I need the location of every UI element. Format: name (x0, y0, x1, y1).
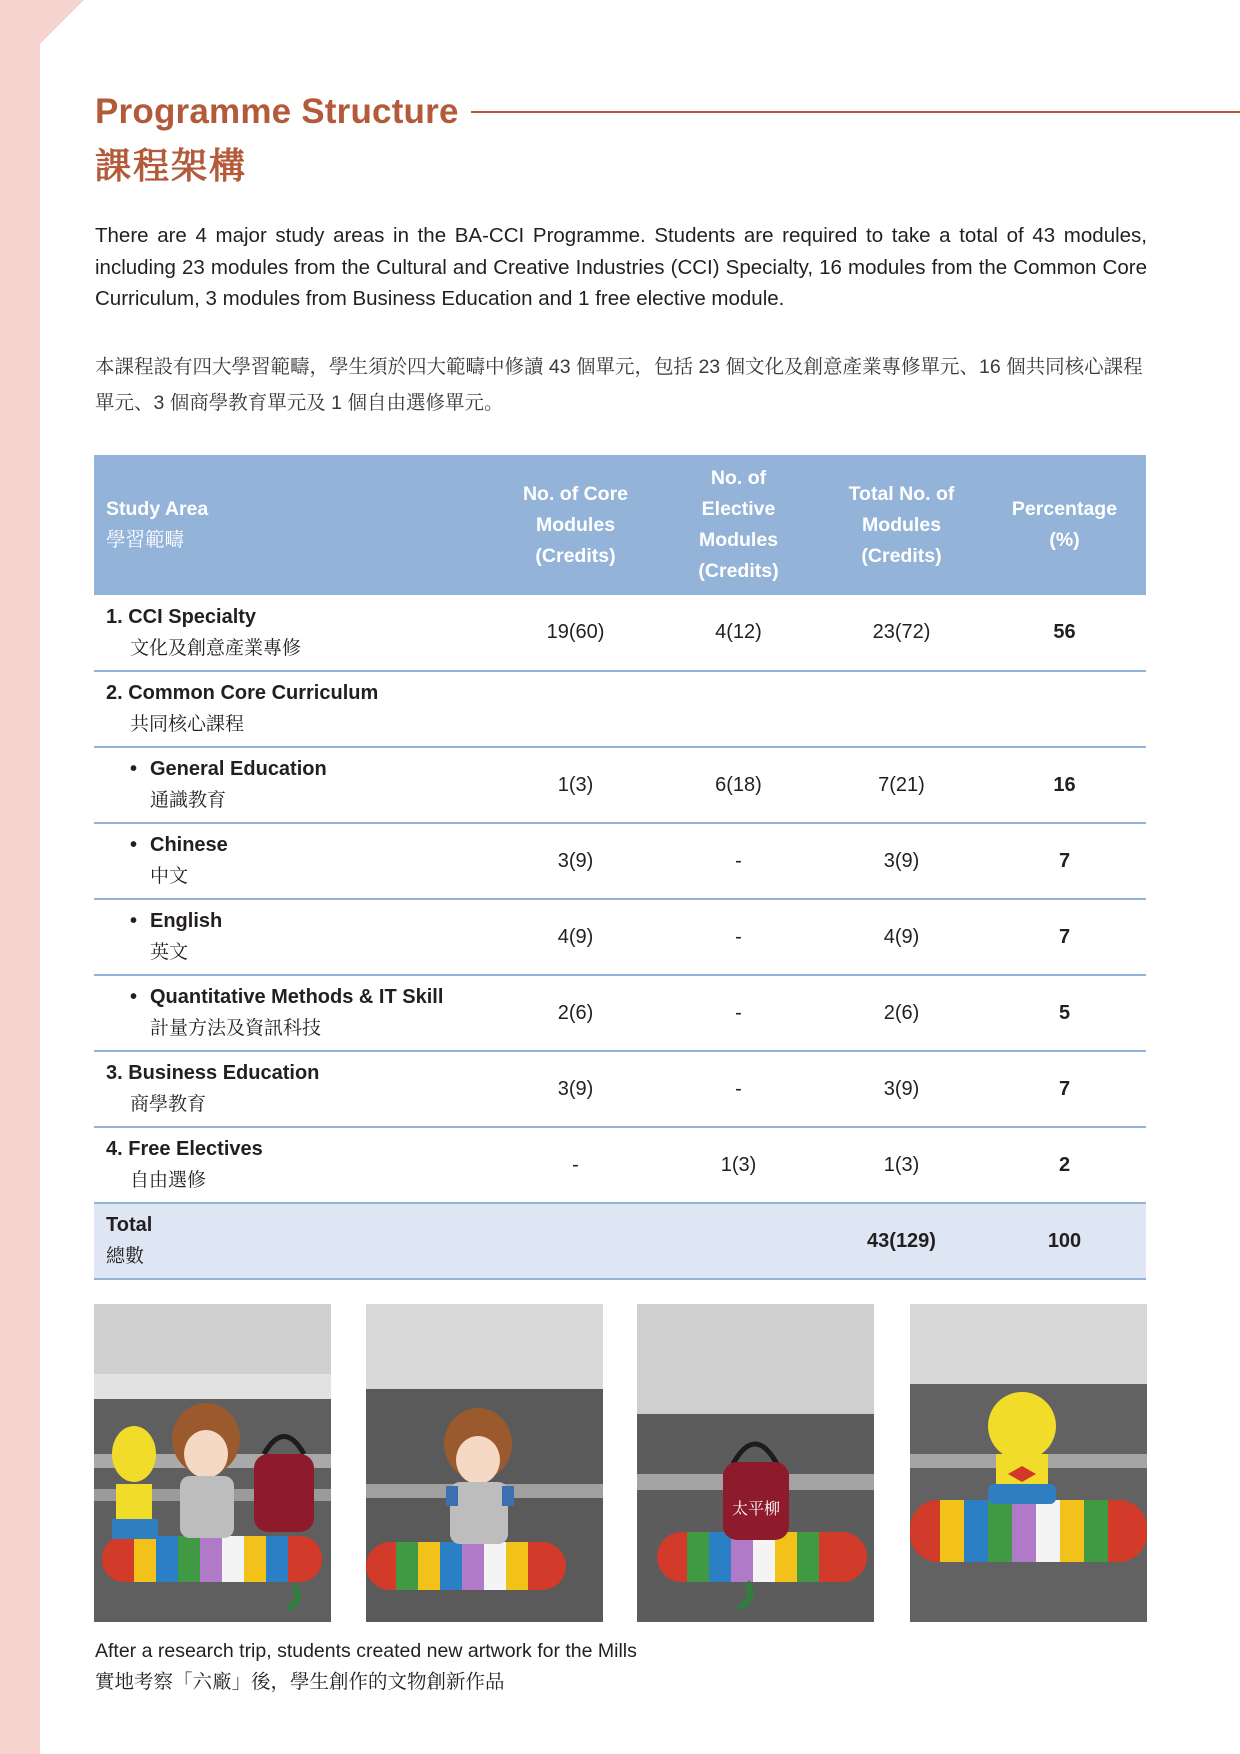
core-modules-cell: 4(9) (494, 899, 657, 975)
header-percentage-line: Percentage (1011, 498, 1118, 520)
decorative-side-band (0, 0, 40, 1754)
elective-modules-cell (657, 1203, 820, 1279)
bullet-icon: • (130, 986, 138, 1008)
photo-caption-english: After a research trip, students created new artwork for the Mills (95, 1640, 637, 1662)
study-area-name-zh: 文化及創意產業專修 (130, 637, 302, 659)
core-modules-cell: 1(3) (494, 747, 657, 823)
study-area-name-en: 2. Common Core Curriculum (106, 682, 379, 704)
header-percentage (983, 455, 1146, 595)
elective-modules-cell: 4(12) (657, 595, 820, 671)
study-area-name-zh: 英文 (150, 942, 189, 963)
study-area-cell (94, 671, 494, 747)
header-core-line: No. of Core (522, 482, 629, 505)
percentage-cell: 7 (983, 1051, 1146, 1127)
header-total-line: Modules (861, 513, 942, 536)
study-area-name-zh: 中文 (150, 866, 189, 887)
percentage-cell: 7 (983, 899, 1146, 975)
percentage-cell: 7 (983, 823, 1146, 899)
total-label-cell (94, 1203, 494, 1279)
section-heading (95, 92, 1240, 189)
study-area-name-zh: 自由選修 (130, 1170, 207, 1191)
table-row (94, 1051, 1146, 1127)
total-modules-cell: 1(3) (820, 1127, 983, 1203)
header-study-area (94, 455, 494, 595)
core-modules-cell (494, 671, 657, 747)
table-row (94, 595, 1146, 671)
percentage-cell (983, 671, 1146, 747)
study-area-name-en: 3. Business Education (106, 1062, 320, 1084)
page-title: Programme Structure (95, 92, 459, 131)
study-area-label: Chinese (150, 834, 228, 856)
table-total-row (94, 1203, 1146, 1279)
core-modules-cell: 2(6) (494, 975, 657, 1051)
total-modules-cell: 3(9) (820, 1051, 983, 1127)
header-total-modules (820, 455, 983, 595)
table-row (94, 671, 1146, 747)
artwork-photo-strip (94, 1304, 1147, 1622)
elective-modules-cell: 6(18) (657, 747, 820, 823)
total-modules-cell (820, 671, 983, 747)
study-area-cell (94, 595, 494, 671)
study-area-name-en (106, 982, 494, 1013)
artwork-photo (94, 1304, 331, 1622)
study-area-name-en (106, 906, 494, 937)
elective-modules-cell: - (657, 823, 820, 899)
programme-structure-table (94, 455, 1146, 1280)
artwork-photo (366, 1304, 603, 1622)
study-area-cell (94, 823, 494, 899)
page-title-chinese: 課程架構 (95, 145, 248, 186)
core-modules-cell: 19(60) (494, 595, 657, 671)
artwork-photo (637, 1304, 874, 1622)
study-area-cell (94, 747, 494, 823)
intro-paragraph-chinese: 本課程設有四大學習範疇，學生須於四大範疇中修讀 43 個單元，包括 23 個文化及創意產業專修單元、16 個共同核心課程單元、3 個商學教育單元及 1 個自由選修單元。 (95, 356, 1143, 414)
percentage-cell: 16 (983, 747, 1146, 823)
header-elective-line: (Credits) (698, 560, 779, 582)
table-row (94, 747, 1146, 823)
header-study-area-zh: 學習範疇 (106, 529, 185, 551)
title-rule (471, 111, 1240, 113)
study-area-cell (94, 1051, 494, 1127)
table-row (94, 975, 1146, 1051)
header-elective-line: Modules (698, 529, 779, 551)
total-modules-cell: 7(21) (820, 747, 983, 823)
header-percentage-line: (%) (1049, 529, 1080, 551)
bucket-label-text: 太平柳 (731, 1499, 781, 1518)
elective-modules-cell: - (657, 899, 820, 975)
total-label-zh: 總數 (106, 1246, 145, 1267)
intro-paragraph-english: There are 4 major study areas in the BA-CCI Programme. Students are required to take a total of 43 modules, including 23 modules from the Cultural and Creative Industries (CCI) Specialty, 16 modules from the Common Core Curriculum, 3 modules from Business Education and 1 free elective module. (95, 224, 1147, 310)
percentage-cell: 56 (983, 595, 1146, 671)
photo-caption (95, 1636, 637, 1698)
total-modules-cell: 43(129) (820, 1203, 983, 1279)
photo-caption-chinese: 實地考察「六廠」後，學生創作的文物創新作品 (95, 1671, 505, 1693)
percentage-cell: 5 (983, 975, 1146, 1051)
total-modules-cell: 4(9) (820, 899, 983, 975)
percentage-cell: 2 (983, 1127, 1146, 1203)
study-area-label: Quantitative Methods & IT Skill (150, 986, 444, 1008)
table-row (94, 823, 1146, 899)
bullet-icon: • (130, 758, 138, 780)
core-modules-cell: - (494, 1127, 657, 1203)
study-area-cell (94, 899, 494, 975)
total-modules-cell: 23(72) (820, 595, 983, 671)
table-row (94, 1127, 1146, 1203)
study-area-cell (94, 975, 494, 1051)
study-area-name-en: 4. Free Electives (106, 1138, 263, 1160)
study-area-label: English (150, 910, 223, 932)
elective-modules-cell: - (657, 975, 820, 1051)
decorative-corner (40, 0, 84, 44)
study-area-name-en: 1. CCI Specialty (106, 605, 257, 628)
study-area-name-zh: 計量方法及資訊科技 (150, 1018, 322, 1039)
header-elective-modules (657, 455, 820, 595)
table-header-row (94, 455, 1146, 595)
study-area-label: General Education (150, 758, 327, 780)
core-modules-cell: 3(9) (494, 823, 657, 899)
core-modules-cell (494, 1203, 657, 1279)
bullet-icon: • (130, 910, 138, 932)
total-modules-cell: 3(9) (820, 823, 983, 899)
header-core-line: (Credits) (535, 544, 616, 567)
study-area-name-zh: 共同核心課程 (130, 714, 245, 735)
total-percentage-cell: 100 (983, 1203, 1146, 1279)
bullet-icon: • (130, 834, 138, 856)
artwork-photo (910, 1304, 1147, 1622)
header-total-line: (Credits) (861, 544, 942, 567)
study-area-cell (94, 1127, 494, 1203)
study-area-name-zh: 通識教育 (150, 790, 227, 811)
header-total-line: Total No. of (848, 482, 955, 505)
header-core-line: Modules (535, 513, 616, 536)
header-elective-line: No. of (710, 467, 767, 489)
total-label-en: Total (106, 1214, 153, 1236)
header-study-area-en: Study Area (106, 498, 209, 520)
total-modules-cell: 2(6) (820, 975, 983, 1051)
core-modules-cell: 3(9) (494, 1051, 657, 1127)
header-elective-line: Elective (701, 498, 776, 520)
header-core-modules (494, 455, 657, 595)
elective-modules-cell: 1(3) (657, 1127, 820, 1203)
study-area-name-en (106, 754, 494, 785)
study-area-name-zh: 商學教育 (130, 1094, 207, 1115)
elective-modules-cell: - (657, 1051, 820, 1127)
elective-modules-cell (657, 671, 820, 747)
table-row (94, 899, 1146, 975)
study-area-name-en (106, 830, 494, 861)
